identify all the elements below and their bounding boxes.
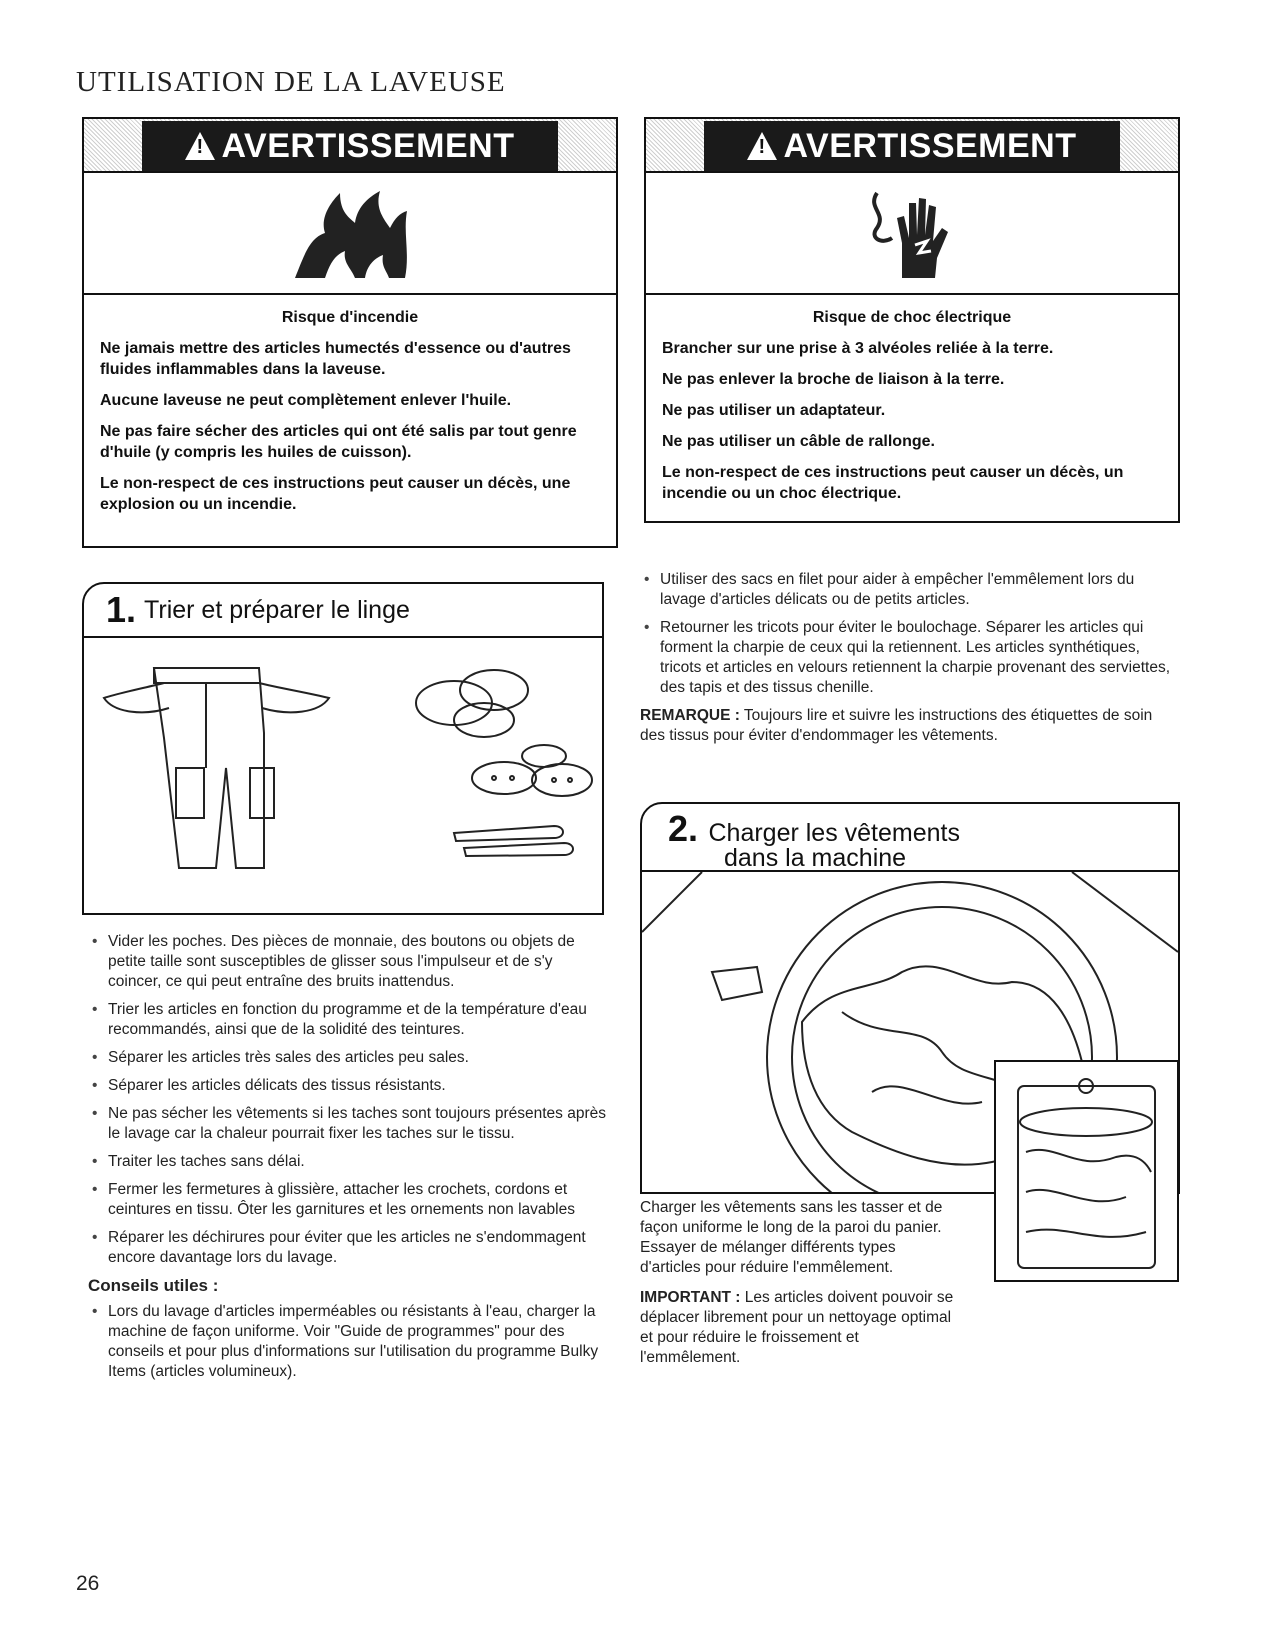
warning-line: Aucune laveuse ne peut complètement enlever l'huile. [100, 392, 512, 409]
important-paragraph [640, 1288, 960, 1368]
warning-line: Brancher sur une prise à 3 alvéoles reliée à la terre. [662, 340, 1054, 357]
step-title: Charger les vêtements [708, 819, 960, 847]
fire-icon [84, 173, 616, 295]
note-text: Toujours lire et suivre les instructions des étiquettes de soin des tissus pour éviter d'endommager les vêtements. [640, 707, 1153, 744]
electric-shock-hand-icon [646, 173, 1178, 295]
list-item: • Lors du lavage d'articles imperméables ou résistants à l'eau, charger la machine de façon uniforme. Voir "Guide de programmes" pour des conseils et pour plus d'informations sur l'utilisation du programme Bulky Items (articles volumineux). [88, 1302, 608, 1382]
page-title: UTILISATION DE LA LAVEUSE [76, 66, 506, 98]
warning-line: Ne pas enlever la broche de liaison à la terre. [662, 371, 1005, 388]
electric-warning-box [644, 117, 1180, 523]
warning-label: AVERTISSEMENT [221, 126, 515, 165]
list-item: • Retourner les tricots pour éviter le boulochage. Séparer les articles qui forment la charpie de ceux qui la retiennent. Les articles synthétiques, tricots et articles en velours retiennent la charpie provenant des serviettes, des tapis et des tissus chenille. [640, 618, 1180, 698]
list-item: • Fermer les fermetures à glissière, attacher les crochets, cordons et ceintures en tissu. Ôter les garnitures et les ornements non lavables [88, 1180, 608, 1220]
warning-triangle-icon: ! [747, 132, 777, 160]
important-label: IMPORTANT : [640, 1289, 741, 1306]
warning-title: Risque de choc électrique [812, 309, 1012, 326]
list-item: • Séparer les articles très sales des articles peu sales. [88, 1048, 608, 1068]
warning-line: Le non-respect de ces instructions peut causer un décès, une explosion ou un incendie. [100, 475, 571, 513]
sorting-laundry-illustration [84, 638, 602, 913]
warning-line: Ne jamais mettre des articles humectés d'essence ou d'autres fluides inflammables dans la laveuse. [100, 340, 571, 378]
step-title: Trier et préparer le linge [144, 595, 410, 624]
list-item: • Séparer les articles délicats des tissus résistants. [88, 1076, 608, 1096]
tips-heading: Conseils utiles : [88, 1276, 219, 1295]
step2-header [642, 804, 1178, 872]
warning-title: Risque d'incendie [281, 309, 419, 326]
step1-text [88, 932, 608, 1390]
important-text: Les articles doivent pouvoir se déplacer librement pour un nettoyage optimal et pour réduire le froissement et l'emmêlement. [640, 1289, 954, 1366]
warning-header [646, 119, 1178, 173]
list-item: • Utiliser des sacs en filet pour aider à empêcher l'emmêlement lors du lavage d'articles délicats ou de petits articles. [640, 570, 1180, 610]
warning-line: Ne pas faire sécher des articles qui ont été salis par tout genre d'huile (y compris les huiles de cuisson). [100, 423, 577, 461]
note-paragraph [640, 706, 1180, 746]
list-item: • Traiter les taches sans délai. [88, 1152, 608, 1172]
step1-header [84, 584, 602, 638]
right-column-text [640, 570, 1180, 746]
list-item: • Trier les articles en fonction du programme et de la température d'eau recommandés, ainsi que de la solidité des teintures. [88, 1000, 608, 1040]
step-number: 2. [668, 808, 699, 849]
warning-label: AVERTISSEMENT [783, 126, 1077, 165]
list-item: • Réparer les déchirures pour éviter que les articles ne s'endommagent encore davantage lors du lavage. [88, 1228, 608, 1268]
warning-line: Le non-respect de ces instructions peut causer un décès, un incendie ou un choc électrique. [662, 464, 1124, 502]
warning-line: Ne pas utiliser un adaptateur. [662, 402, 886, 419]
washer-basket-inset [994, 1060, 1179, 1282]
note-label: REMARQUE : [640, 707, 740, 724]
list-item: • Vider les poches. Des pièces de monnaie, des boutons ou objets de petite taille sont susceptibles de glisser sous l'impulseur et de s'y coincer, ce qui peut entraîne des bruits inattendus. [88, 932, 608, 992]
step2-text [640, 1198, 960, 1368]
step1-box [82, 582, 604, 915]
warning-triangle-icon: ! [185, 132, 215, 160]
page-number: 26 [76, 1572, 100, 1595]
warning-header [84, 119, 616, 173]
warning-line: Ne pas utiliser un câble de rallonge. [662, 433, 935, 450]
step-title-line2: dans la machine [724, 844, 907, 872]
step-number: 1. [106, 589, 137, 630]
list-item: • Ne pas sécher les vêtements si les taches sont toujours présentes après le lavage car la chaleur pourrait fixer les taches sur le tissu. [88, 1104, 608, 1144]
fire-warning-box [82, 117, 618, 548]
step2-paragraph: Charger les vêtements sans les tasser et de façon uniforme le long de la paroi du panier. Essayer de mélanger différents types d'articles pour réduire l'emmêlement. [640, 1199, 943, 1276]
